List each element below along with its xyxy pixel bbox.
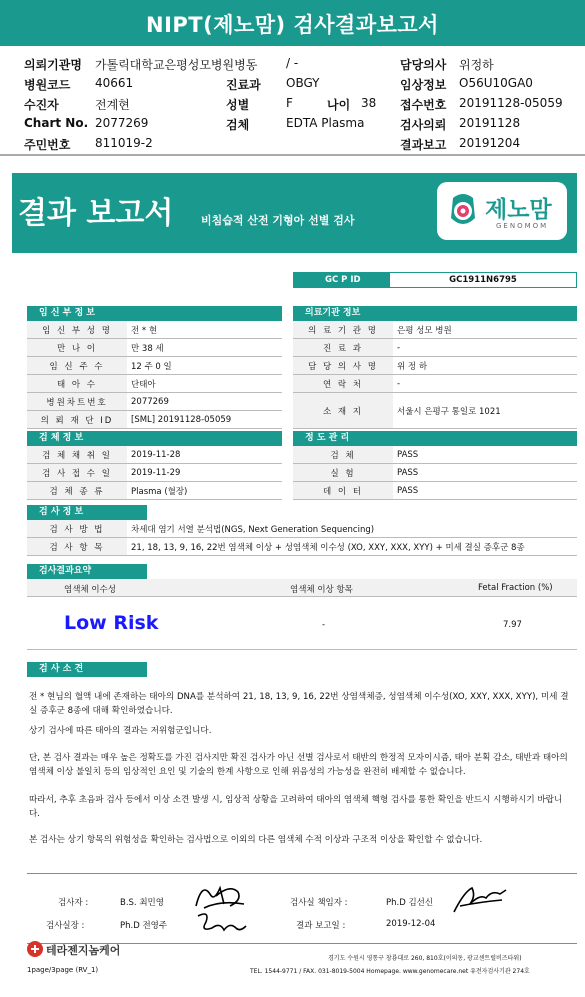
header-value: O56U10GA0 [459,76,533,90]
row-value: [SML] 20191128-05059 [127,411,282,429]
header-value: 위정하 [459,58,494,72]
logo-subtext: GENOMOM [496,222,549,230]
row-value: 만 38 세 [127,339,282,357]
table-row [293,321,577,339]
table-row [293,339,577,357]
report-date-label: 결과 보고일 : [296,921,346,931]
opinion-paragraph-3: 단, 본 검사 결과는 매우 높은 정확도를 가진 검사지만 확진 검사가 아닌 선별 검사로서 태반의 한정적 모자이시즘, 태아 분획 감소, 태반과 태아의 염색체 이상 불일치 등의 임상적인 요인 및 기술의 한계 사항으로 인해 위음성의 가능성을 완전히 배제할 수 없습니다. [29,753,568,777]
row-value: 12 주 0 일 [127,357,282,375]
table-row [27,393,282,411]
header-value: F [286,96,293,110]
opinion-paragraph-2: 상기 검사에 따른 태아의 결과는 저위험군입니다. [29,726,212,736]
header-label: Chart No. [24,116,89,130]
table-row [27,375,282,393]
row-key: 진 료 과 [293,339,393,357]
summary-col-fetal-fraction: Fetal Fraction (%) [478,583,553,593]
row-key: 임 신 주 수 [27,357,127,375]
header-label: 임상정보 [400,78,447,92]
table-row [27,411,282,429]
header-value: OBGY [286,76,320,90]
genomom-logo-icon [445,188,481,232]
institution-info-table [293,321,577,429]
row-value: 2077269 [127,393,282,411]
table-row [293,393,577,429]
row-value: PASS [393,464,577,482]
header-label: 검체 [226,118,250,132]
row-key: 연 락 처 [293,375,393,393]
header-value: 20191128-05059 [459,96,563,110]
row-value: 은평 성모 병원 [393,321,577,339]
banner-subtitle: 비침습적 산전 기형아 선별 검사 [201,214,355,227]
row-value: 차세대 염기 서열 분석법(NGS, Next Generation Sequencing) [127,520,577,538]
lab-head-label: 검사실장 : [46,921,85,931]
gcpid-value: GC1911N6795 [389,272,577,288]
section-opinion: 검 사 소 견 [27,662,147,677]
header-value: 가톨릭대학교은평성모병원병동 [95,58,258,72]
row-key: 데 이 터 [293,482,393,500]
row-key: 검 체 [293,446,393,464]
section-pregnant-info: 임 신 부 정 보 [27,306,282,321]
header-label: 수진자 [24,98,59,112]
section-specimen-info: 검 체 정 보 [27,431,282,446]
gcpid-bar [293,272,577,288]
summary-col-aneuploidy: 염색체 이수성 [64,585,116,595]
header-label: 나이 [327,98,351,112]
row-key: 의 료 기 관 명 [293,321,393,339]
company-address: 경기도 수원시 영통구 창룡대로 260, 810호(이의동, 광교센트럴비즈타워) [328,955,522,962]
row-value: PASS [393,446,577,464]
header-value: 811019-2 [95,136,153,150]
row-key: 검 사 항 목 [27,538,127,556]
qc-info-table [293,446,577,500]
table-row [293,446,577,464]
opinion-paragraph-4: 따라서, 추후 초음파 검사 등에서 이상 소견 발생 시, 임상적 상황을 고려하여 태아의 염색체 핵형 검사를 통한 확인을 반드시 시행하시기 바랍니다. [29,795,563,819]
summary-divider [27,649,577,650]
header-label: 병원코드 [24,78,71,92]
gcpid-label: GC P ID [325,275,361,285]
row-value: 위 정 하 [393,357,577,375]
banner-title: 결과 보고서 [18,196,174,231]
responsible-signature [450,882,510,916]
table-row [27,357,282,375]
summary-col-abnormal: 염색체 이상 항목 [290,585,353,595]
lab-head-signature [190,908,250,938]
row-key: 검 사 방 법 [27,520,127,538]
row-key: 담 당 의 사 명 [293,357,393,375]
header-value: EDTA Plasma [286,116,365,130]
opinion-paragraph-1: 전 * 현님의 혈액 내에 존재하는 태아의 DNA를 분석하여 21, 18, 13, 9, 16, 22번 상염색체증, 성염색체 이수성(XO, XXY, XXX, XYY), 미세 결실 증후군 8종에 대해 확인하였습니다. [29,692,569,716]
row-value: 21, 18, 13, 9, 16, 22번 염색체 이상 + 성염색체 이수성 (XO, XXY, XXX, XYY) + 미세 결실 증후군 8종 [127,538,577,556]
specimen-info-table [27,446,282,500]
tester-name: B.S. 최민영 [120,898,164,908]
header-value: 20191204 [459,136,521,150]
terragen-logo-icon [26,940,44,958]
lab-head-name: Ph.D 전영주 [120,921,168,931]
header-label: 검사의뢰 [400,118,447,132]
header-divider [0,154,585,156]
signature-top-divider [27,873,577,874]
section-qc-info: 정 도 관 리 [293,431,577,446]
table-row [27,464,282,482]
row-key: 검 사 접 수 일 [27,464,127,482]
header-label: 담당의사 [400,58,447,72]
row-key: 검 체 종 류 [27,482,127,500]
header-value: 20191128 [459,116,521,130]
tester-label: 검사자 : [58,898,89,908]
table-row [293,482,577,500]
row-value: 2019-11-29 [127,464,282,482]
row-key: 태 아 수 [27,375,127,393]
row-key: 병원차트번호 [27,393,127,411]
summary-abnormal-value: - [322,620,326,630]
row-value: 전 * 현 [127,321,282,339]
row-value: Plasma (혈장) [127,482,282,500]
row-key: 실 험 [293,464,393,482]
table-row [27,520,577,538]
logo-text: 제노맘 [485,197,552,223]
section-summary: 검사결과요약 [27,564,147,579]
header-value: 전계현 [95,98,130,112]
table-row [293,464,577,482]
row-value: - [393,375,577,393]
test-info-table [27,520,577,556]
table-row [293,375,577,393]
page-number: 1page/3page (RV_1) [27,966,99,974]
row-key: 의 뢰 재 단 ID [27,411,127,429]
header-label: 주민번호 [24,138,71,152]
report-date: 2019-12-04 [386,919,436,929]
header-value: 2077269 [95,116,149,130]
row-value: 서울시 은평구 통일로 1021 [393,393,577,429]
header-value: 38 [361,96,377,110]
header-label: 결과보고 [400,138,447,152]
pregnant-info-table [27,321,282,429]
row-value: 단태아 [127,375,282,393]
section-test-info: 검 사 정 보 [27,505,147,520]
row-key: 검 체 채 취 일 [27,446,127,464]
header-label: 의뢰기관명 [24,58,82,72]
header-value: / - [286,56,299,70]
row-value: 2019-11-28 [127,446,282,464]
table-row [27,538,577,556]
row-value: PASS [393,482,577,500]
header-label: 진료과 [226,78,261,92]
responsible-label: 검사실 책임자 : [290,898,348,908]
responsible-name: Ph.D 김선신 [386,898,434,908]
header-label: 접수번호 [400,98,447,112]
row-key: 소 재 지 [293,393,393,429]
table-row [27,482,282,500]
row-value: - [393,339,577,357]
table-row [27,339,282,357]
summary-fetal-fraction-value: 7.97 [503,620,522,630]
table-row [293,357,577,375]
table-row [27,321,282,339]
report-title: NIPT(제노맘) 검사결과보고서 [0,0,585,46]
company-name: 테라젠지놈케어 [46,944,121,957]
header-value: 40661 [95,76,134,90]
section-institution-info: 의료기관 정보 [293,306,577,321]
row-key: 만 나 이 [27,339,127,357]
opinion-paragraph-5: 본 검사는 상기 항목의 위험성을 확인하는 검사법으로 이외의 다른 염색체 수적 이상과 구조적 이상을 확인할 수 없습니다. [29,835,483,845]
result-low-risk: Low Risk [64,612,159,634]
table-row [27,446,282,464]
company-contact: TEL. 1544-9771 / FAX. 031-8019-5004 Homepage. www.genomecare.net 유전자검사기관 274호 [250,968,530,975]
header-label: 성별 [226,98,250,112]
row-key: 임 신 부 성 명 [27,321,127,339]
